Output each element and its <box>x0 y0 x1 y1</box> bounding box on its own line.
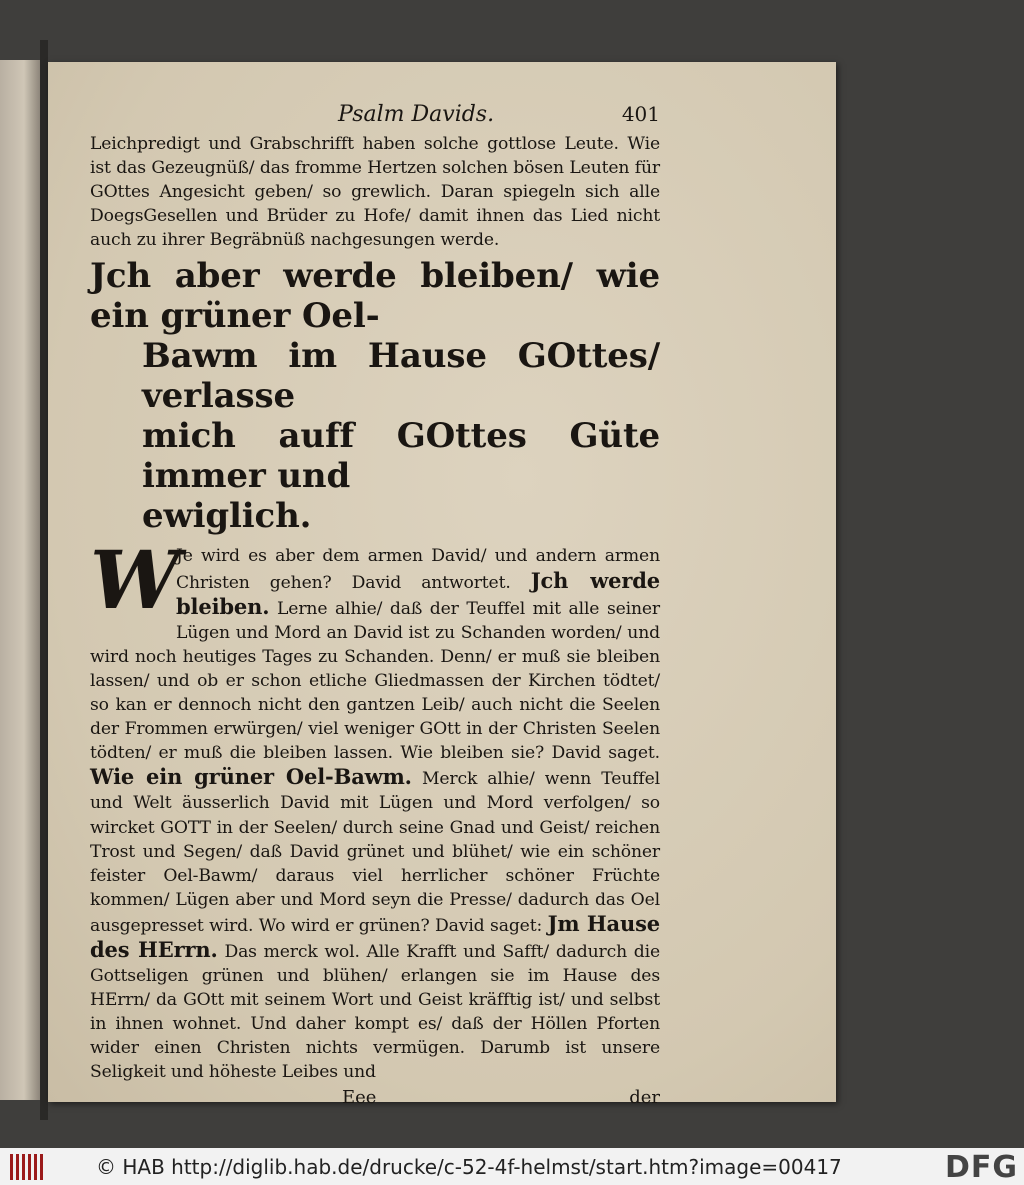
gutter <box>40 40 48 1120</box>
header-title: Psalm Davids. <box>338 102 495 127</box>
running-header <box>90 102 660 132</box>
verse-line-2: Bawm im Hause GOttes/ verlasse <box>142 336 660 417</box>
emphasis-2: Wie ein grüner Oel-Bawm. <box>90 764 412 790</box>
emphasis-3: Jm Hause des HErrn. <box>90 910 660 962</box>
paragraph-2-part-3: Merck alhie/ wenn Teuffel und Welt äusserlich David mit Lügen und Mord verfolgen/ so wircket GOTT in der Seelen/ durch seine Gnad und Geist/ reichen Trost und Segen/ daß David grünet und blühet/ wie ein schöner feister Oel-Bawm/ daraus viel herrlicher schöner Früchte kommen/ Lügen aber und Mord seyn die Presse/ dadurch das Oel ausgepresset wird. Wo wird er grünen? David saget: <box>90 769 660 936</box>
paragraph-2-part-4: Das merck wol. Alle Krafft und Safft/ dadurch die Gottseligen grünen und blühen/ erlangen sie im Hause des HErrn/ da GOtt mit seinem Wort und Geist kräfftig ist/ und selbst in ihnen wohnet. Und daher kompt es/ daß der Höllen Pforten wider einen Christen nichts vermügen. Darumb ist unsere Seligkeit und höheste Leibes und <box>90 941 660 1083</box>
catchword: der <box>629 1086 660 1108</box>
paragraph-2-part-1: Je wird es aber dem armen David/ und andern armen Christen gehen? David antwortet. <box>176 546 660 593</box>
dfg-logo: DFG <box>944 1150 1018 1185</box>
verse-line-4: ewiglich. <box>142 496 312 537</box>
catchline <box>90 1087 660 1108</box>
footer-bar <box>0 1148 1024 1185</box>
verse-heading <box>90 256 660 536</box>
body-text <box>90 132 660 1085</box>
verse-line-3: mich auff GOttes Güte immer und <box>142 416 660 497</box>
emphasis-1: Jch werde bleiben. <box>176 567 660 619</box>
paragraph-1: Leichpredigt und Grabschrifft haben solche gottlose Leute. Wie ist das Gezeugnüß/ das fromme Hertzen solchen bösen Leuten für GOttes Angesicht geben/ so grewlich. Daran spiegeln sich alle DoegsGesellen und Brüder zu Hofe/ damit ihnen das Lied nicht auch zu ihrer Begräbnüß nachgesungen werde. <box>90 134 660 251</box>
book-page <box>48 62 836 1108</box>
paragraph-2-part-2: Lerne alhie/ daß der Teuffel mit alle seiner Lügen und Mord an David ist zu Schanden worden/ und wird noch heutiges Tages zu Schanden. Denn/ er muß sie bleiben lassen/ und ob er schon etliche Gliedmassen der Kirchen tödtet/ so kan er dennoch nicht den gantzen Leib/ auch nicht die Seelen der Frommen erwürgen/ viel weniger GOtt in der Christen Seelen tödten/ er muß die bleiben lassen. Wie bleiben sie? David saget. <box>90 598 660 764</box>
page-content <box>90 102 660 1108</box>
signature-mark: Eee <box>342 1086 377 1108</box>
paragraph-2 <box>90 533 660 1084</box>
verse-line-1: Jch aber werde bleiben/ wie ein grüner Oel- <box>90 256 660 337</box>
hab-logo-icon <box>4 1152 48 1182</box>
left-page-edge <box>0 60 40 1100</box>
page-number: 401 <box>621 102 660 126</box>
drop-cap: W <box>90 533 180 628</box>
footer-url[interactable]: © HAB http://diglib.hab.de/drucke/c-52-4f-helmst/start.htm?image=00417 <box>96 1154 842 1179</box>
